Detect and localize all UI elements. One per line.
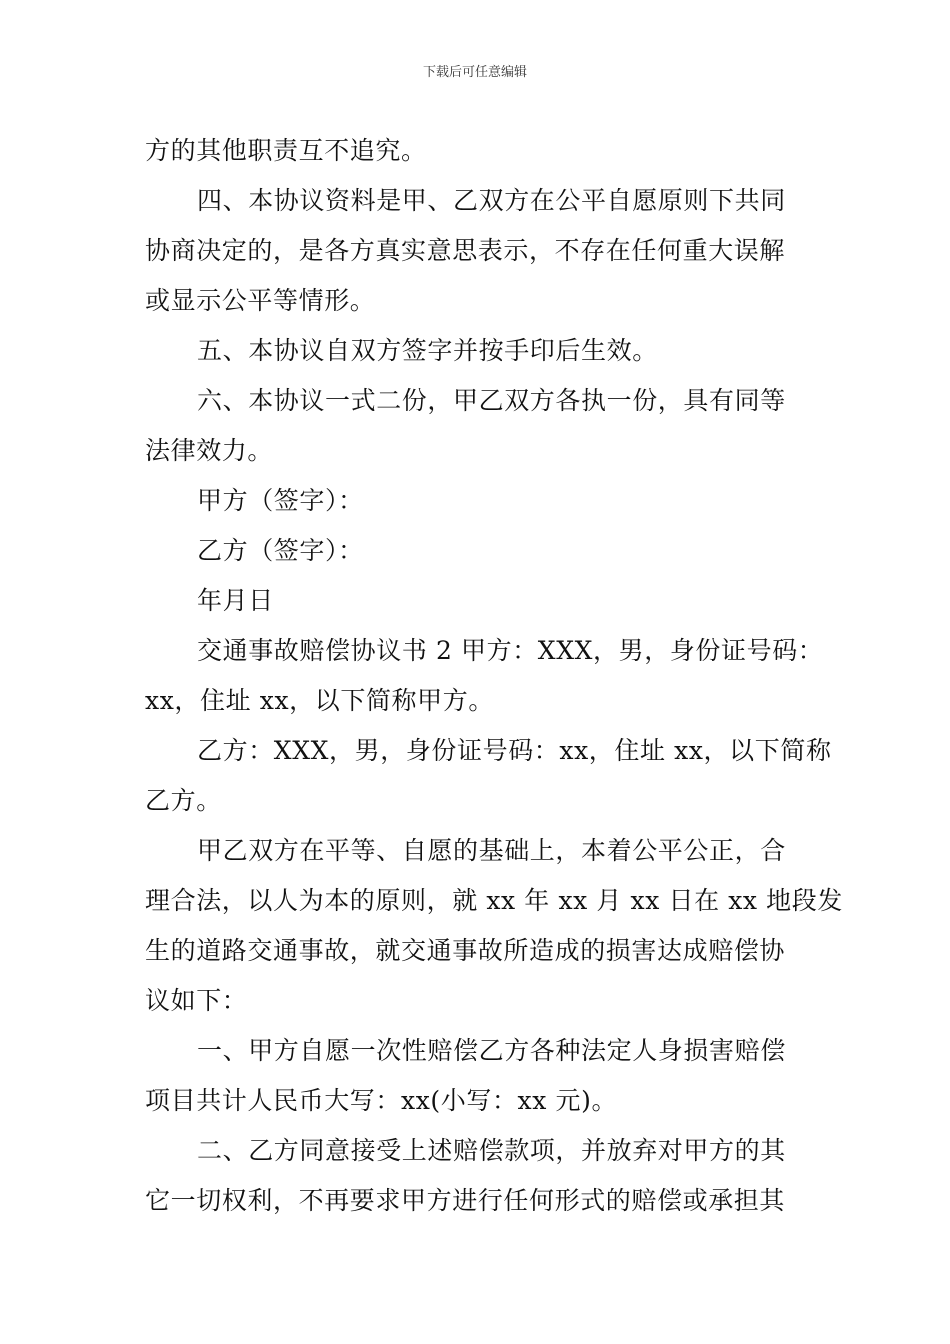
date-line: 年月日 bbox=[197, 586, 274, 615]
text-line: 甲乙双方在平等、自愿的基础上，本着公平公正，合 bbox=[197, 836, 786, 865]
text-line: xx，住址 xx，以下简称甲方。 bbox=[145, 686, 494, 715]
text-line: 四、本协议资料是甲、乙双方在公平自愿原则下共同 bbox=[197, 186, 786, 215]
text-line: 项目共计人民币大写：xx(小写：xx 元)。 bbox=[145, 1086, 618, 1115]
text-line: 六、本协议一式二份，甲乙双方各执一份，具有同等 bbox=[197, 386, 786, 415]
text-line: 五、本协议自双方签字并按手印后生效。 bbox=[197, 336, 658, 365]
text-line: 方的其他职责互不追究。 bbox=[145, 136, 427, 165]
text-line: 二、乙方同意接受上述赔偿款项，并放弃对甲方的其 bbox=[197, 1136, 786, 1165]
text-line: 法律效力。 bbox=[145, 436, 274, 465]
signature-party-b: 乙方（签字）： bbox=[197, 536, 364, 565]
text-line: 一、甲方自愿一次性赔偿乙方各种法定人身损害赔偿 bbox=[197, 1036, 786, 1065]
page-header: 下载后可任意编辑 bbox=[422, 65, 527, 80]
signature-party-a: 甲方（签字）： bbox=[197, 486, 364, 515]
text-line: 交通事故赔偿协议书 2 甲方：XXX，男，身份证号码： bbox=[197, 636, 824, 665]
text-line: 它一切权利，不再要求甲方进行任何形式的赔偿或承担其 bbox=[145, 1186, 786, 1215]
text-line: 生的道路交通事故，就交通事故所造成的损害达成赔偿协 bbox=[145, 936, 786, 965]
text-line: 理合法，以人为本的原则，就 xx 年 xx 月 xx 日在 xx 地段发 bbox=[145, 886, 843, 915]
text-line: 乙方。 bbox=[145, 786, 222, 815]
text-line: 议如下： bbox=[145, 986, 248, 1015]
text-line: 协商决定的，是各方真实意思表示，不存在任何重大误解 bbox=[145, 236, 786, 265]
text-line: 乙方：XXX，男，身份证号码：xx，住址 xx，以下简称 bbox=[197, 736, 832, 765]
text-line: 或显示公平等情形。 bbox=[145, 286, 376, 315]
document-body bbox=[145, 126, 843, 1226]
